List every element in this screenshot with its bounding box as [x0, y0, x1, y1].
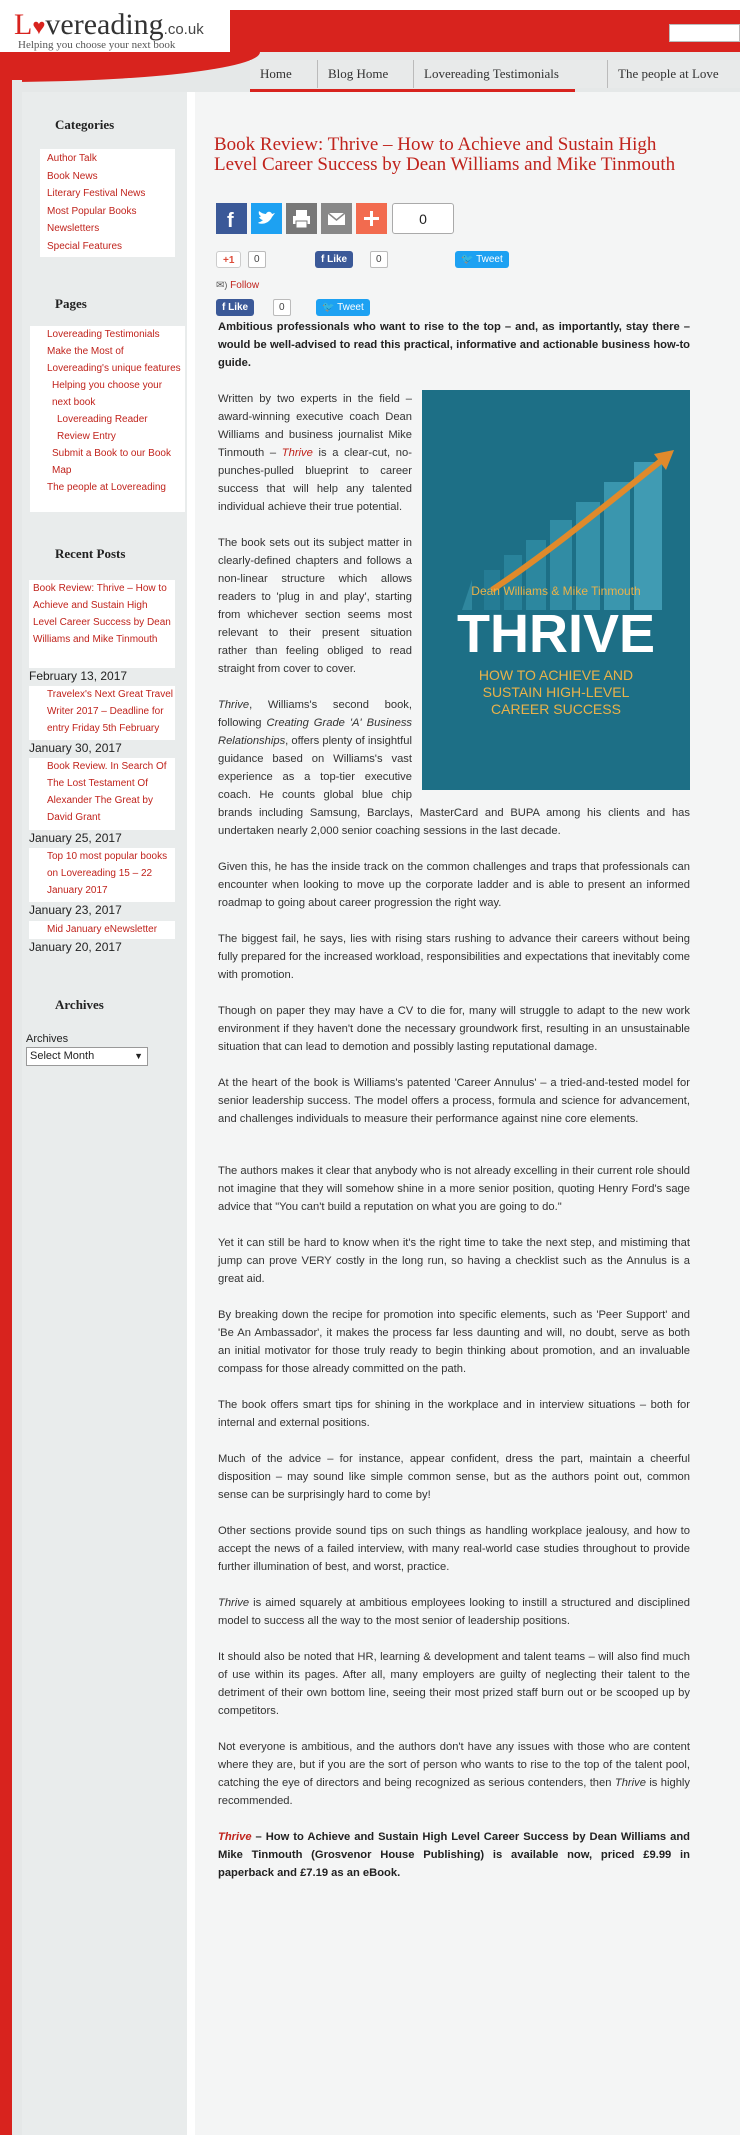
page-link[interactable]: Lovereading Reader Review Entry [57, 414, 148, 442]
facebook-like-count: 0 [370, 251, 388, 268]
pages-list [30, 326, 185, 512]
article-lead: Ambitious professionals who want to rise to the top – and, as importantly, stay there –would be well-advised to read this practical, informative and actionable business how-to guide. [218, 321, 690, 369]
recent-posts-heading: Recent Posts [55, 546, 126, 561]
site-logo[interactable]: L♥vereading.co.uk [14, 8, 204, 41]
print-button[interactable] [286, 203, 317, 234]
twitter-icon: 🐦 [322, 302, 338, 313]
paragraph: By breaking down the recipe for promotion into specific elements, such as 'Peer Support' and 'Be An Ambassador', it makes the process far less daunting and will, no doubt, serve as both an initial motivator for those truly ready to begin thinking about promotion, and an invaluable compass for those already committed on the path. [218, 1309, 690, 1375]
recent-post[interactable]: Top 10 most popular books on Lovereading 15 – 22 January 2017 [29, 848, 175, 902]
category-link[interactable]: Newsletters [47, 223, 100, 234]
facebook-icon: f [222, 302, 229, 313]
paragraph: Written by two experts in the field – award-winning executive coach Dean Williams and business journalist Mike Tinmouth – Thrive is a clear-cut, no-punches-pulled blueprint to career success that will help any talented individual achieve their true potential. [218, 393, 412, 513]
nav-people[interactable]: The people at Love [618, 66, 719, 81]
categories-list [40, 149, 175, 257]
article-body [218, 318, 690, 1900]
paragraph: The biggest fail, he says, lies with rising stars rushing to advance their careers without being fully prepared for the increased workload, responsibilities and expectations that inevitably come with promotion. [218, 933, 690, 981]
chevron-down-icon: ▼ [134, 1051, 143, 1061]
email-icon: ✉ [216, 280, 225, 291]
google-plus-button[interactable]: +1 [216, 251, 241, 268]
recent-post-date: January 23, 2017 [29, 903, 122, 917]
category-link[interactable]: Special Features [47, 240, 123, 252]
email-share-button[interactable] [321, 203, 352, 234]
site-tagline: Helping you choose your next book [18, 39, 176, 51]
facebook-share-button[interactable] [216, 203, 247, 234]
facebook-like-button[interactable]: f Like [216, 299, 254, 316]
archives-label: Archives [26, 1033, 69, 1045]
recent-post[interactable]: Book Review: Thrive – How to Achieve and Sustain High Level Career Success by Dean Williams and Mike Tinmouth [29, 580, 175, 668]
nav-home[interactable]: Home [250, 60, 318, 88]
facebook-icon: f [321, 254, 328, 265]
recent-post-date: January 25, 2017 [29, 831, 122, 845]
category-link[interactable]: Most Popular Books [47, 205, 137, 217]
plus-icon [356, 203, 387, 234]
header-red-band [230, 10, 740, 58]
page-link[interactable]: Submit a Book to our Book Map [52, 448, 171, 476]
paragraph: The authors makes it clear that anybody who is not already excelling in their current role should not imagine that they will somehow shine in a more senior position, quoting Henry Ford's sage advice that "You can't build a reputation on what you are going to do." [218, 1165, 690, 1213]
paragraph: It should also be noted that HR, learning & development and talent teams – will also find much of use within its pages. After all, many employers are guilty of neglecting their talent to the detriment of their own bottom line, seeing their most prized staff burn out or be scooped up by competitors. [218, 1651, 690, 1717]
paragraph: Much of the advice – for instance, appear confident, dress the part, maintain a cheerful disposition – may sound like simple common sense, but as the authors point out, common sense can be surprisingly hard to come by! [218, 1453, 690, 1501]
cover-subtitle: SUSTAIN HIGH-LEVEL [482, 684, 630, 700]
twitter-icon [251, 203, 282, 234]
cover-authors: Dean Williams & Mike Tinmouth [471, 584, 641, 598]
paragraph: Though on paper they may have a CV to die for, many will struggle to adapt to the new work environment if they haven't done the necessary groundwork first, resulting in an unsustainable situation that can lead to demotion and possibly lasting reputational damage. [218, 1005, 690, 1053]
google-plus-count: 0 [248, 251, 266, 268]
search-input[interactable] [669, 24, 740, 42]
nav-blog-home[interactable]: Blog Home [318, 60, 414, 88]
print-icon [286, 203, 317, 234]
cover-subtitle: HOW TO ACHIEVE AND [478, 667, 634, 683]
archives-heading: Archives [55, 997, 104, 1012]
page-link[interactable]: Lovereading Testimonials [47, 329, 160, 340]
email-icon [321, 203, 352, 234]
paragraph: The book offers smart tips for shining in the workplace and in interview situations – both for internal and external positions. [218, 1399, 690, 1429]
page-link[interactable]: Make the Most of Lovereading's unique features [47, 346, 181, 374]
page-link[interactable]: Helping you choose your next book [52, 380, 163, 408]
page-title: Book Review: Thrive – How to Achieve and Sustain High Level Career Success by Dean Williams and Mike Tinmouth [214, 134, 676, 175]
cover-title: THRIVE [456, 604, 656, 664]
paragraph: Other sections provide sound tips on such things as handling workplace jealousy, and how to accept the news of a failed interview, with many real-world case studies throughout to provide further illumination of best, and worst, practice. [218, 1525, 690, 1573]
paragraph: The book sets out its subject matter in clearly-defined chapters and follows a non-linear structure which allows readers to 'plug in and play', starting from whichever section seems most relevant to their present situation rather than feeling obliged to read straight from cover to cover. [218, 537, 412, 675]
recent-post[interactable]: Mid January eNewsletter [29, 921, 175, 939]
svg-text:f: f [227, 210, 234, 232]
twitter-share-button[interactable] [251, 203, 282, 234]
paragraph: At the heart of the book is Williams's patented 'Career Annulus' – a tried-and-tested model for senior leadership success. The model offers a process, formula and science for advancement, and challenges individuals to measure their performance against nine core elements. [218, 1077, 690, 1125]
main-nav [250, 60, 740, 88]
availability-note: Thrive – How to Achieve and Sustain High Level Career Success by Dean Williams and Mike Tinmouth (Grosvenor House Publishing) is available now, priced £9.99 in paperback and £7.19 as an eBook. [218, 1831, 690, 1879]
pages-heading: Pages [55, 296, 87, 311]
paragraph: Given this, he has the inside track on the common challenges and traps that professionals can encounter when looking to move up the corporate ladder and is able to present an informed roadmap to going about career progression the right way. [218, 861, 690, 909]
paragraph: Yet it can still be hard to know when it's the right time to take the next step, and mistiming that jump can prove VERY costly in the long run, so having a checklist such as the Annulus is a great aid. [218, 1237, 690, 1285]
paragraph: Not everyone is ambitious, and the authors don't have any issues with those who are content where they are, but if you are the sort of person who wants to rise to the top of the talent pool, catching the eye of directors and being recognized as serious contenders, then Thrive is highly recommended. [218, 1741, 691, 1807]
page-link[interactable]: The people at Lovereading [47, 482, 166, 493]
left-red-stripe [0, 80, 12, 2135]
follow-link[interactable]: ✉) Follow [216, 280, 260, 291]
heart-icon: ♥ [32, 14, 46, 39]
category-link[interactable]: Book News [47, 170, 98, 182]
rss-icon: ) [224, 280, 228, 290]
recent-post[interactable]: Book Review. In Search Of The Lost Testament Of Alexander The Great by David Grant [29, 758, 175, 830]
recent-post-date: January 30, 2017 [29, 741, 122, 755]
cover-subtitle: CAREER SUCCESS [491, 701, 621, 717]
left-grey-stripe [12, 80, 22, 2135]
twitter-icon: 🐦 [461, 254, 477, 265]
category-link[interactable]: Literary Festival News [47, 188, 146, 199]
facebook-like-count: 0 [273, 299, 291, 316]
more-share-button[interactable] [356, 203, 387, 234]
archives-select[interactable]: Select Month ▼ [26, 1047, 148, 1066]
categories-heading: Categories [55, 117, 115, 132]
tweet-button[interactable]: 🐦 Tweet [316, 299, 370, 316]
nav-testimonials[interactable]: Lovereading Testimonials [414, 60, 608, 88]
facebook-like-button[interactable]: f Like [315, 251, 353, 268]
paragraph: Thrive is aimed squarely at ambitious employees looking to instill a structured and disciplined model to success all the way to the most senior of leadership positions. [218, 1597, 690, 1627]
share-count: 0 [392, 203, 454, 234]
recent-post-date: January 20, 2017 [29, 940, 122, 954]
site-header [0, 0, 740, 58]
book-cover-image[interactable] [422, 390, 690, 790]
category-link[interactable]: Author Talk [47, 153, 97, 164]
recent-post-date: February 13, 2017 [29, 669, 128, 683]
paragraph: Thrive, Williams's second book, following Creating Grade 'A' Business Relationships, offers plenty of insightful guidance based on Williams's vast experience as a top-tier executive coach. He counts global blue chip brands including Samsung, Barclays, MasterCard and BUPA among his clients and has undertaken nearly 2,000 senior coaching sessions in the last decade. [218, 699, 690, 837]
facebook-icon [216, 203, 247, 234]
tweet-button[interactable]: 🐦 Tweet [455, 251, 509, 268]
recent-post[interactable]: Travelex's Next Great Travel Writer 2017 – Deadline for entry Friday 5th February [29, 686, 175, 740]
